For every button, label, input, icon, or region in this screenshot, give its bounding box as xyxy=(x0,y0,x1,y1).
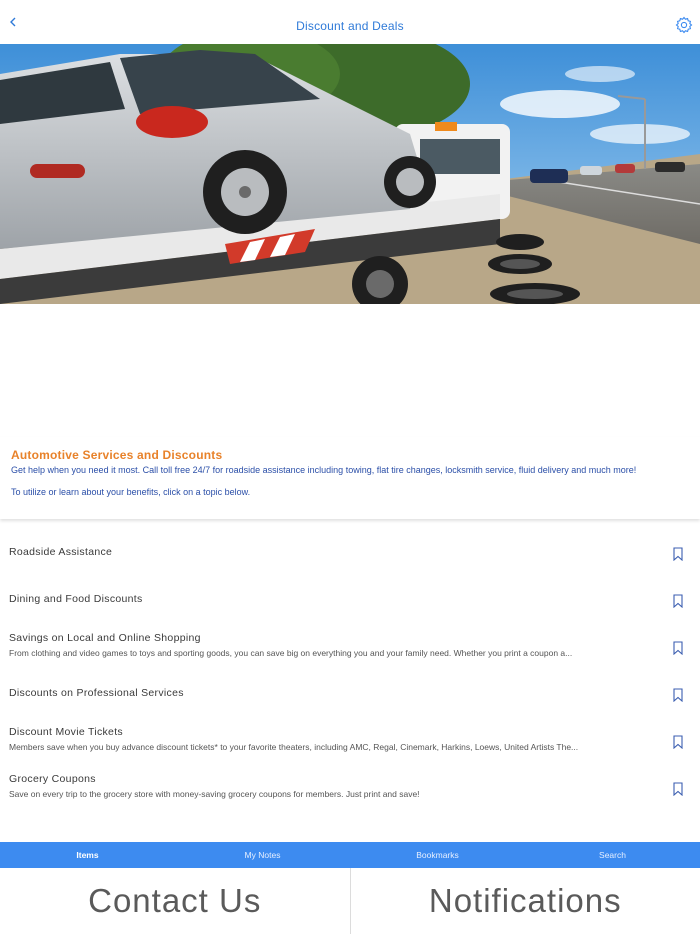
contact-us-button[interactable]: Contact Us xyxy=(88,882,262,919)
list-item[interactable] xyxy=(0,716,700,762)
tab-items[interactable]: Items xyxy=(76,850,99,860)
list-item-subtitle: Save on every trip to the grocery store with money-saving grocery coupons for members. Just print and save! xyxy=(9,789,420,799)
list-item[interactable] xyxy=(0,528,700,574)
bookmark-icon[interactable] xyxy=(672,782,684,796)
tab-bookmarks[interactable]: Bookmarks xyxy=(416,850,459,860)
list-item-title: Discounts on Professional Services xyxy=(9,687,184,699)
bookmark-icon[interactable] xyxy=(672,594,684,608)
gear-icon[interactable] xyxy=(675,16,693,34)
list-item-subtitle: From clothing and video games to toys and sporting goods, you can save big on everything you and your family need. Whether you print a coupon a... xyxy=(9,648,573,658)
list-item[interactable] xyxy=(0,669,700,715)
list-item-title: Dining and Food Discounts xyxy=(9,593,143,605)
list-item[interactable] xyxy=(0,622,700,668)
list-item-subtitle: Members save when you buy advance discount tickets* to your favorite theaters, including AMC, Regal, Cinemark, Harkins, Loews, United Artists The... xyxy=(9,742,579,752)
tab-search[interactable]: Search xyxy=(599,850,626,860)
list-item-title: Savings on Local and Online Shopping xyxy=(9,632,201,644)
list-item-title: Roadside Assistance xyxy=(9,546,113,558)
navigation-bar xyxy=(0,0,700,44)
hero-image xyxy=(0,44,700,304)
section-hint: To utilize or learn about your benefits, click on a topic below. xyxy=(11,487,251,497)
section-description: Get help when you need it most. Call toll free 24/7 for roadside assistance including towing, flat tire changes, locksmith service, fluid delivery and much more! xyxy=(11,465,637,475)
intro-card xyxy=(0,437,700,519)
tab-bar xyxy=(0,842,700,868)
list-item-title: Grocery Coupons xyxy=(9,773,96,785)
page-title: Discount and Deals xyxy=(296,19,404,33)
list-item-title: Discount Movie Tickets xyxy=(9,726,123,738)
list-item[interactable] xyxy=(0,575,700,621)
list-item[interactable] xyxy=(0,763,700,809)
bottom-actions xyxy=(0,868,700,934)
bookmark-icon[interactable] xyxy=(672,688,684,702)
bookmark-icon[interactable] xyxy=(672,547,684,561)
bookmark-icon[interactable] xyxy=(672,641,684,655)
tab-my-notes[interactable]: My Notes xyxy=(244,850,281,860)
bookmark-icon[interactable] xyxy=(672,735,684,749)
section-heading: Automotive Services and Discounts xyxy=(11,448,223,462)
notifications-button[interactable]: Notifications xyxy=(428,882,622,919)
